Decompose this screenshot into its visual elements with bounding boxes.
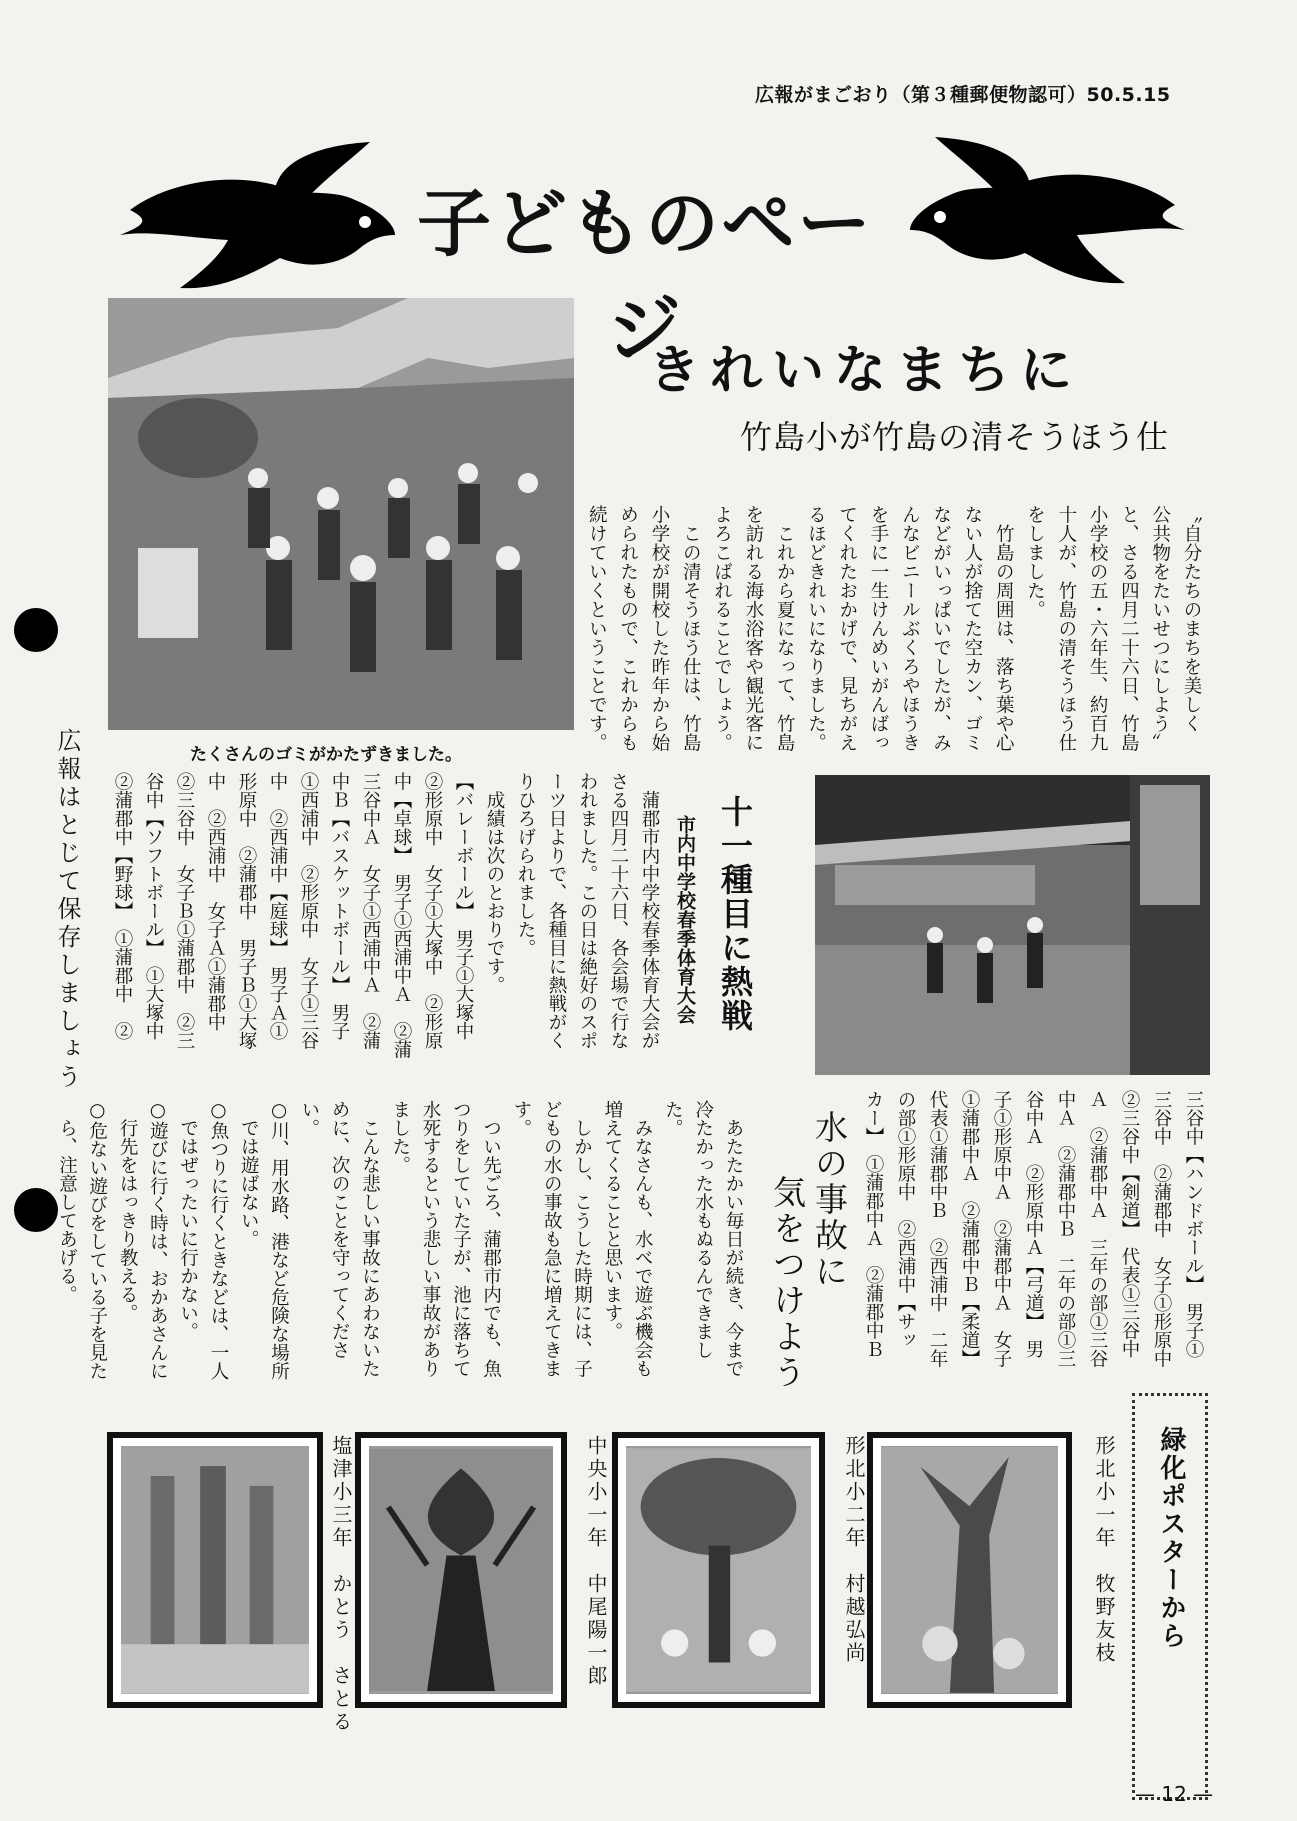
article3-body: あたたかい毎日が続き、今まで 冷たかった水もぬるんできました。 みなさんも、水べで遊ぶ機会も 増えてくることと思います。 しかし、こうした時期には、子 どもの水の事故も急に増えてきま す。 つい先ごろ、蒲郡市内でも、魚 つりをしていた子が、池に落ちて 水死するという悲しい事故があり ました。 こんな悲しい事故にあわないた めに、次のことを守ってください。 ○川、用水路、港など危険な場所 では遊ばない。 ○魚つりに行くときなどは、一人 ではぜったいに行かない。 ○遊びに行く時は、おかあさんに 行先をはっきり教える。 ○危ない遊びをしている子を見た ら、注意してあげる。 — [56, 1100, 744, 1380]
page-title: 子どものページ — [417, 181, 873, 373]
article3-headline: 水の事故に — [810, 1110, 849, 1290]
article1-body: 〝自分たちのまちを美しく 公共物をたいせつにしよう〟 と、さる四月二十六日、竹島 小学校の五・六年生、約百九 十人が、竹島の清そうほう仕 をしました。 竹島の周囲は、落ち葉や心 ない人が捨てた空カン、ゴミ などがいっぱいでしたが、み んなビニールぶくろやほうき を手に一生けんめいがんばっ てくれたおかげで、見ちがえ るほどきれいになりました。 これから夏になって、竹島 を訪れる海水浴客や観光客に よろこばれることでしょう。 この清そうほう仕は、竹島 小学校が開校した昨年から始 められたもので、これからも 続けていくということです。 — [586, 505, 1202, 752]
bird-right-icon — [895, 135, 1195, 285]
volleyball-photo — [815, 775, 1210, 1075]
publication-header: 広報がまごおり（第３種郵便物認可）50.5.15 — [755, 84, 1171, 106]
poster-caption-4: 塩津小三年 かとう さとる — [329, 1435, 353, 1734]
poster-section-box — [1132, 1393, 1208, 1800]
bird-left-icon — [110, 140, 410, 290]
article2-body: 蒲郡市内中学校春季体育大会が さる四月二十六日、各会場で行な われました。この日は絶好のスポ ーツ日よりで、各種目に熱戦がく りひろげられました。 成績は次のとおりです。 【バレーボール】 男子①大塚中 ②形原中 女子①大塚中 ②形原 中【卓球】 男子①西浦中Ａ ②蒲 三谷中Ａ 女子①西浦中Ａ ②蒲 中Ｂ【バスケットボール】 男子 ①西浦中 ②形原中 女子①三谷 中 ②西浦中【庭球】 男子Ａ① 形原中 ②蒲郡中 男子Ｂ①大塚 中 ②西浦中 女子Ａ①蒲郡中 ②三谷中 女子Ｂ①蒲郡中 ②三 谷中【ソフトボール】 ①大塚中 ②蒲郡中【野球】 ①蒲郡中 ② — [112, 772, 660, 1059]
photo-caption: たくさんのゴミがかたずきました。 — [190, 745, 462, 765]
article1-headline: きれいなまちに — [648, 341, 1083, 401]
article1-subhead: 竹島小が竹島の清そうほう仕 — [740, 418, 1170, 456]
poster-section-title: 緑化ポスターから — [1156, 1426, 1186, 1650]
poster-caption-1: 形北小一年 牧野友枝 — [1092, 1435, 1116, 1665]
poster-caption-3: 中央小一年 中尾陽一郎 — [584, 1435, 608, 1688]
punch-hole-top — [14, 608, 58, 652]
article2-headline: 十一種目に熱戦 — [716, 795, 754, 1033]
article2-body-continued: 三谷中【ハンドボール】 男子① 三谷中 ②蒲郡中 女子①形原中 ②三谷中【剣道】 代表①三谷中 Ａ ②蒲郡中Ａ 三年の部①三谷 中Ａ ②蒲郡中Ｂ 二年の部①三 谷中Ａ ②形原中Ａ【弓道】 男 子①形原中Ａ ②蒲郡中Ａ 女子 ①蒲郡中Ａ ②蒲郡中Ｂ【柔道】 代表①蒲郡中Ｂ ②西浦中 二年 の部①形原中 ②西浦中【サッ カー】 ①蒲郡中Ａ ②蒲郡中Ｂ — [863, 1090, 1204, 1368]
poster-caption-2: 形北小二年 村越弘尚 — [842, 1435, 866, 1665]
poster-image-3 — [355, 1432, 567, 1708]
article2-subhead: 市内中学校春季体育大会 — [674, 815, 696, 1024]
poster-image-1 — [867, 1432, 1072, 1708]
poster-image-2 — [612, 1432, 825, 1708]
page-number: — 12 — — [1135, 1782, 1214, 1806]
cleanup-photo — [108, 298, 574, 730]
side-note: 広報はとじて保存しましょう — [53, 728, 81, 1092]
poster-image-4 — [107, 1432, 323, 1708]
article3-headline-2: 気をつけよう — [768, 1175, 807, 1391]
